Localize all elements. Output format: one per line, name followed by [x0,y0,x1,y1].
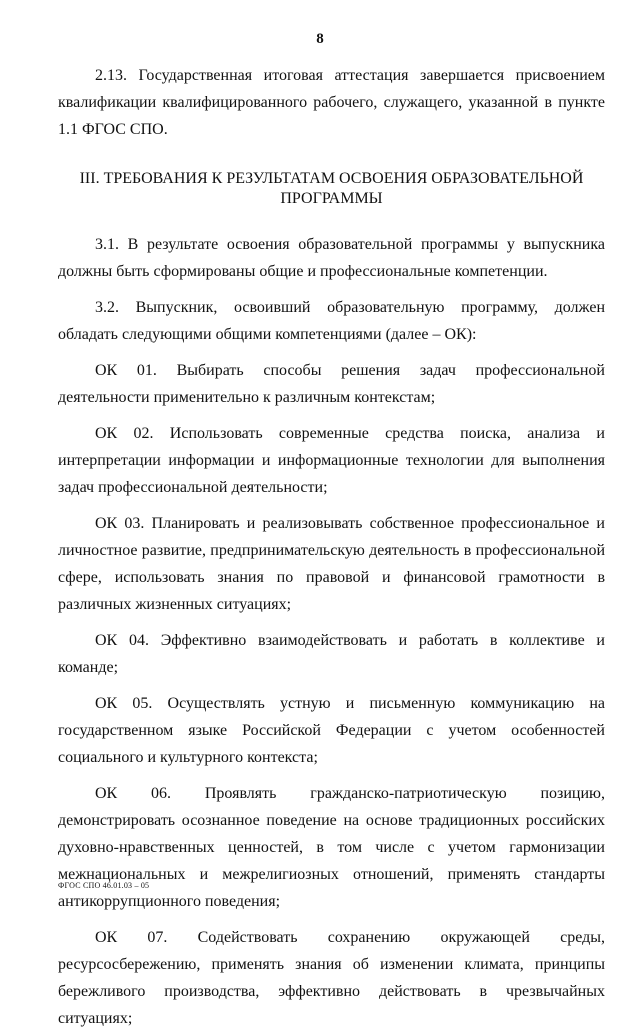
competency-ok-06: ОК 06. Проявлять гражданско-патриотическую позицию, демонстрировать осознанное поведение на основе традиционных российских духовно-нравственных ценностей, в том числе с учетом гармонизации межнациональных и межрелигиозных отношений, применять стандарты антикоррупционного поведения; [58,785,605,910]
paragraph-3-1: 3.1. В результате освоения образовательной программы у выпускника должны быть сформированы общие и профессиональные компетенции. [58,236,605,280]
competency-ok-02: ОК 02. Использовать современные средства поиска, анализа и интерпретации информации и информационные технологии для выполнения задач профессиональной деятельности; [58,425,605,496]
competency-ok-05: ОК 05. Осуществлять устную и письменную коммуникацию на государственном языке Российской Федерации с учетом особенностей социального и культурного контекста; [58,695,605,766]
section-title-line-2: ПРОГРАММЫ [280,190,383,207]
page-number: 8 [316,31,324,47]
competency-ok-04: ОК 04. Эффективно взаимодействовать и работать в коллективе и команде; [58,632,605,676]
competency-ok-01: ОК 01. Выбирать способы решения задач профессиональной деятельности применительно к различным контекстам; [58,362,605,406]
footer-document-code: ФГОС СПО 46.01.03 – 05 [58,881,150,890]
paragraph-2-13: 2.13. Государственная итоговая аттестация завершается присвоением квалификации квалифицированного рабочего, служащего, указанной в пункте 1.1 ФГОС СПО. [58,67,605,138]
section-title [58,169,605,209]
competency-ok-07: ОК 07. Содействовать сохранению окружающей среды, ресурсосбережению, применять знания об изменении климата, принципы бережливого производства, эффективно действовать в чрезвычайных ситуациях; [58,929,605,1027]
competency-ok-03: ОК 03. Планировать и реализовывать собственное профессиональное и личностное развитие, предпринимательскую деятельность в профессиональной сфере, использовать знания по правовой и финансовой грамотности в различных жизненных ситуациях; [58,515,605,613]
section-title-line-1: III. ТРЕБОВАНИЯ К РЕЗУЛЬТАТАМ ОСВОЕНИЯ ОБРАЗОВАТЕЛЬНОЙ [79,170,584,187]
paragraph-3-2: 3.2. Выпускник, освоивший образовательную программу, должен обладать следующими общими компетенциями (далее – ОК): [58,299,605,343]
